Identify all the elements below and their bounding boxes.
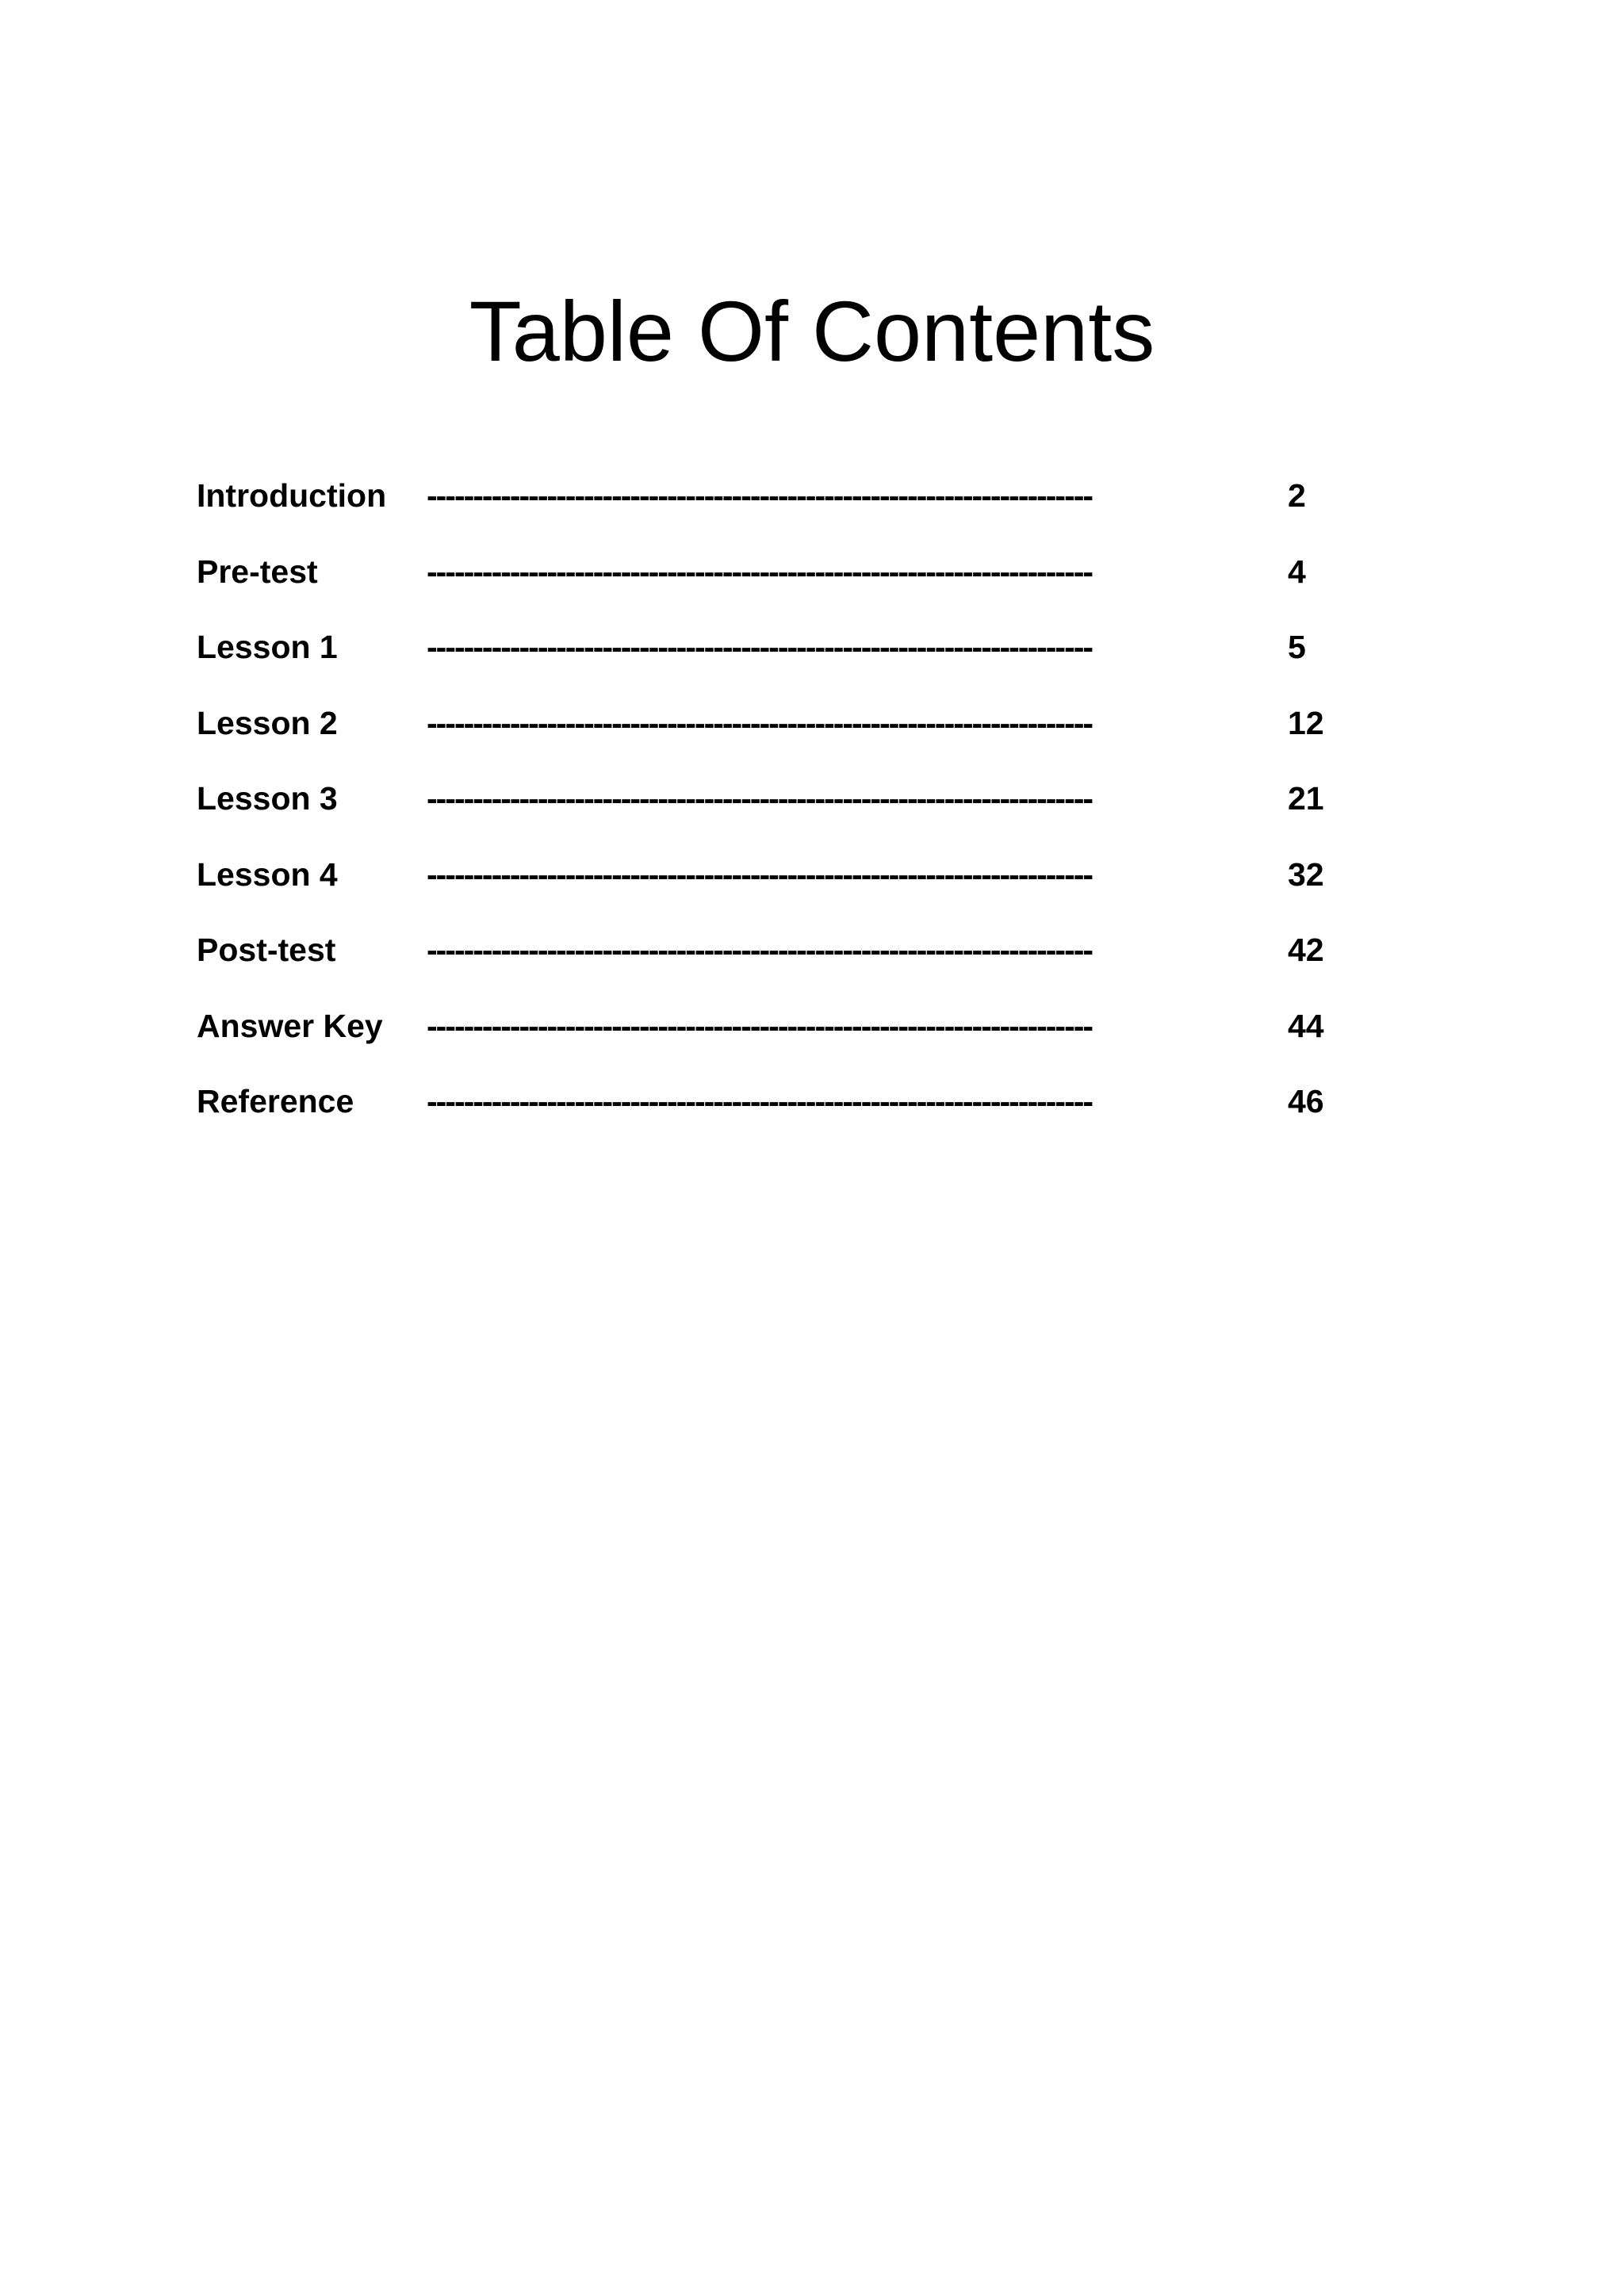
- toc-page-number: 42: [1288, 932, 1324, 968]
- toc-dash-leader: ------------------------------------------------------------------------: [427, 1007, 1093, 1044]
- toc-dash-leader: ------------------------------------------------------------------------: [427, 477, 1093, 514]
- toc-page-number: 4: [1288, 553, 1306, 590]
- toc-entry-label: Answer Key: [197, 1007, 383, 1044]
- toc-entry-answer-key: [197, 1006, 1386, 1082]
- toc-page-number: 46: [1288, 1083, 1324, 1119]
- toc-dash-leader: ------------------------------------------------------------------------: [427, 629, 1093, 665]
- toc-entry-pre-test: [197, 552, 1386, 628]
- toc-page-number: 5: [1288, 629, 1306, 665]
- toc-dash-leader: ------------------------------------------------------------------------: [427, 932, 1093, 968]
- toc-entry-post-test: [197, 930, 1386, 1006]
- toc-entry-label: Pre-test: [197, 553, 318, 590]
- toc-entry-reference: [197, 1081, 1386, 1158]
- toc-entry-lesson-3: [197, 779, 1386, 855]
- toc-entry-label: Lesson 3: [197, 780, 338, 817]
- toc-page-number: 32: [1288, 855, 1324, 893]
- toc-dash-leader: ------------------------------------------------------------------------: [427, 553, 1093, 590]
- toc-dash-leader: ------------------------------------------------------------------------: [427, 704, 1093, 741]
- toc-entry-label: Reference: [197, 1083, 354, 1119]
- toc-page-number: 21: [1288, 780, 1324, 817]
- toc-entry-label: Lesson 2: [197, 704, 338, 741]
- toc-entry-lesson-2: [197, 703, 1386, 779]
- toc-entry-label: Lesson 1: [197, 629, 338, 665]
- toc-entry-label: Introduction: [197, 477, 387, 514]
- toc-entry-label: Lesson 4: [197, 855, 338, 893]
- toc-dash-leader: ------------------------------------------------------------------------: [427, 780, 1093, 817]
- toc-entry-label: Post-test: [197, 932, 336, 968]
- toc-entry-lesson-1: [197, 627, 1386, 703]
- toc-entry-introduction: [197, 476, 1386, 552]
- toc-page-number: 2: [1288, 477, 1306, 514]
- toc-dash-leader: ------------------------------------------------------------------------: [427, 855, 1093, 893]
- page-title: Table Of Contents: [469, 283, 1155, 379]
- toc-dash-leader: ------------------------------------------------------------------------: [427, 1083, 1093, 1119]
- toc-page-number: 12: [1288, 704, 1324, 741]
- table-of-contents: [197, 476, 1386, 1158]
- toc-page-number: 44: [1288, 1007, 1324, 1044]
- toc-entry-lesson-4: [197, 855, 1386, 931]
